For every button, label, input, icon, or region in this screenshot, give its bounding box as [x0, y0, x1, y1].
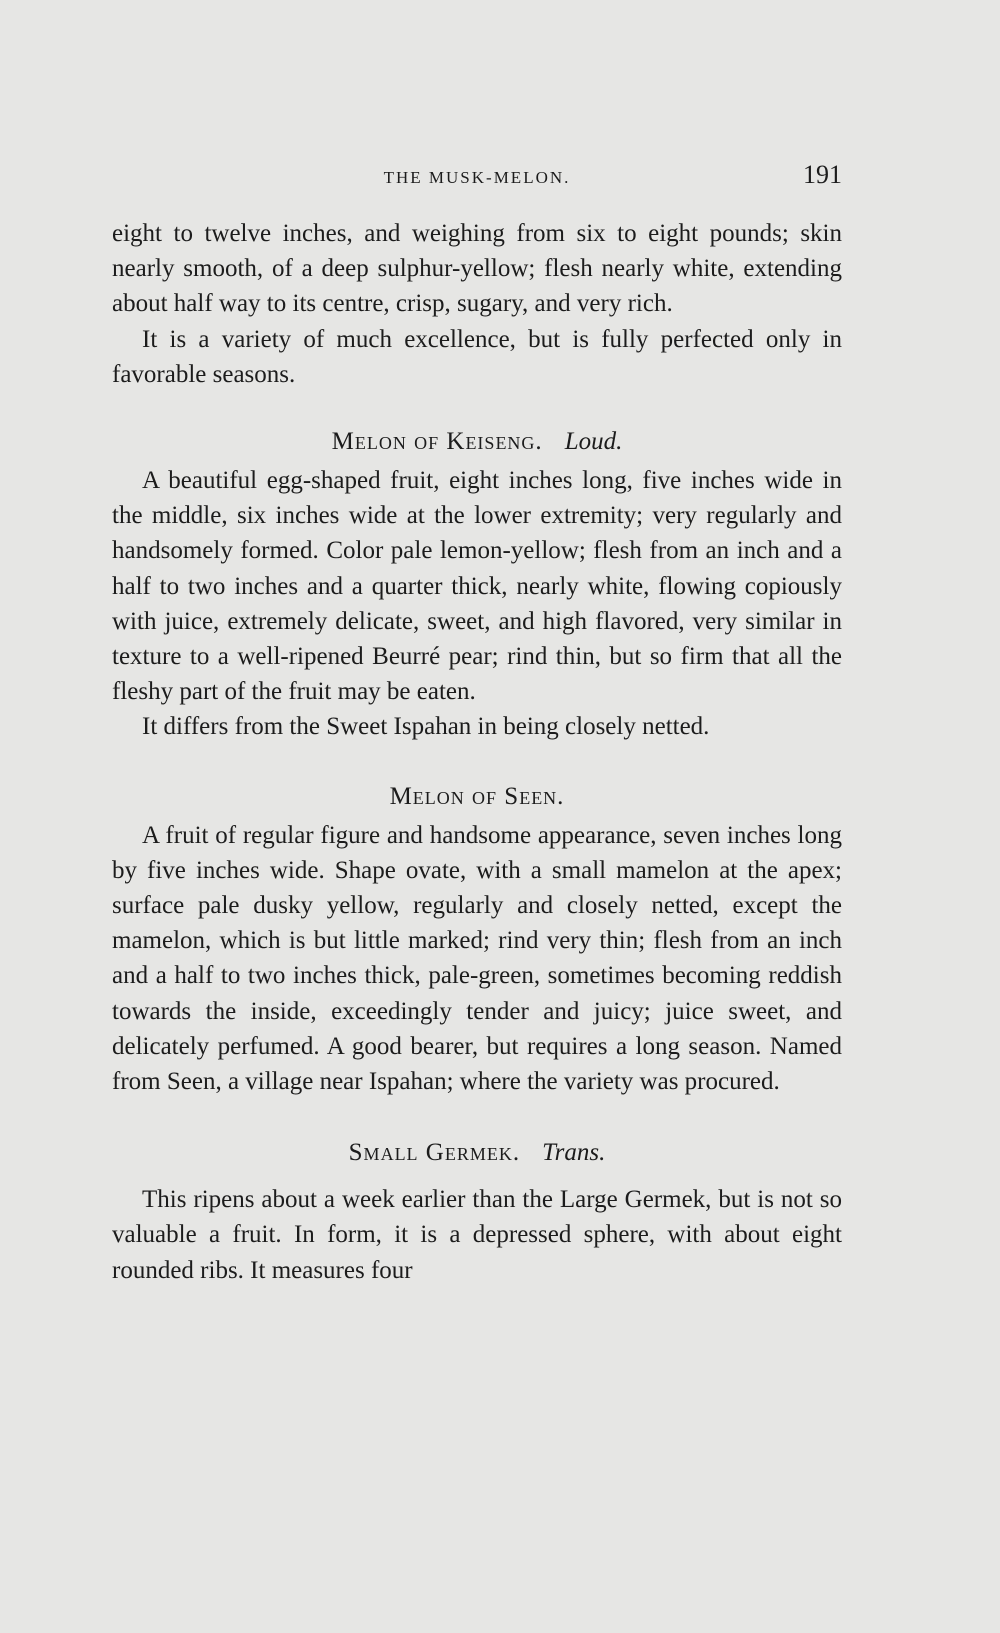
running-head: [112, 160, 842, 196]
small-germek-description: This ripens about a week earlier than the Large Germek, but is not so valuable a fruit. In form, it is a depressed sphere, with about eight rounded ribs. It measures four: [112, 1186, 842, 1284]
continuation-remark: It is a variety of much excellence, but is fully perfected only in favorable seasons.: [112, 325, 842, 388]
heading-name: Melon of Seen.: [389, 782, 565, 810]
book-page: [112, 160, 842, 1288]
heading-melon-of-keiseng: [112, 424, 842, 459]
continuation-paragraph: eight to twelve inches, and weighing from six to eight pounds; skin nearly smooth, of a deep sulphur-yellow; flesh nearly white, extending about half way to its centre, crisp, sugary, and very rich.: [112, 220, 842, 318]
keiseng-remark: It differs from the Sweet Ispahan in being closely netted.: [142, 713, 710, 741]
running-title: THE MUSK-MELON.: [383, 168, 571, 187]
seen-description: A fruit of regular figure and handsome appearance, seven inches long by five inches wide. Shape ovate, with a small mamelon at the apex; surface pale dusky yellow, regularly and closely netted, except the mamelon, which is but little marked; rind very thin; flesh from an inch and a half to two inches thick, pale-green, sometimes becoming reddish towards the inside, exceedingly tender and juicy; juice sweet, and delicately perfumed. A good bearer, but requires a long season. Named from Seen, a village near Ispahan; where the variety was procured.: [112, 821, 842, 1096]
heading-name: Small Germek.: [348, 1139, 521, 1167]
page-number: 191: [803, 160, 842, 189]
heading-authority: Loud.: [564, 428, 623, 456]
keiseng-description: A beautiful egg-shaped fruit, eight inches long, five inches wide in the middle, six inches wide at the lower extremity; very regularly and handsomely formed. Color pale lemon-yellow; flesh from an inch and a half to two inches and a quarter thick, nearly white, flowing copiously with juice, extremely delicate, sweet, and high flavored, very similar in texture to a well-ripened Beurré pear; rind thin, but so firm that all the fleshy part of the fruit may be eaten.: [112, 467, 842, 706]
heading-melon-of-seen: [112, 779, 842, 814]
heading-small-germek: [112, 1135, 842, 1170]
heading-name: Melon of Keiseng.: [331, 428, 543, 456]
heading-authority: Trans.: [542, 1139, 606, 1167]
